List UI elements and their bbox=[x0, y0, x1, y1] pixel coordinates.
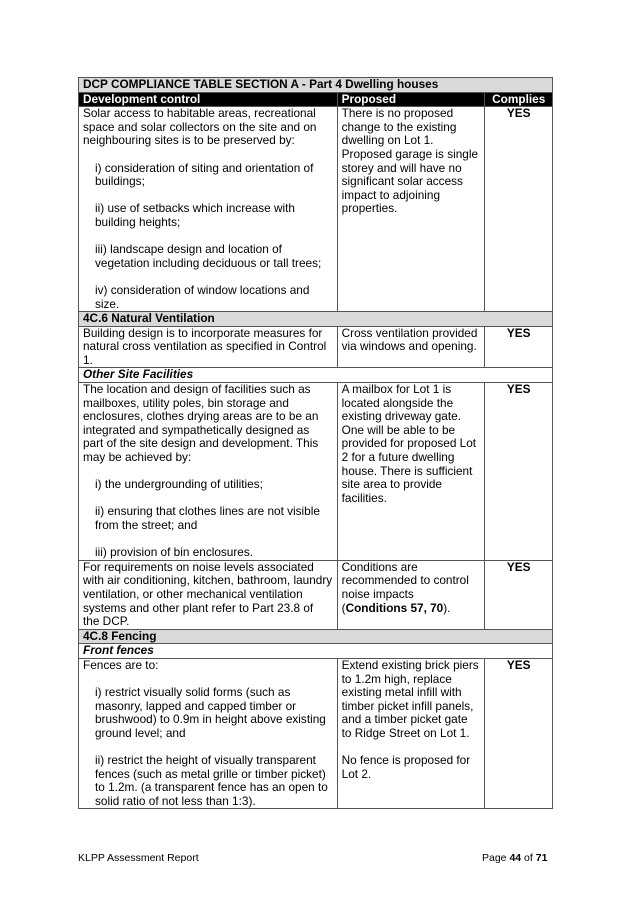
page-current: 44 bbox=[509, 852, 522, 864]
control-text: i) the undergrounding of utilities; bbox=[95, 477, 263, 492]
proposed-cell bbox=[337, 560, 485, 629]
control-cell bbox=[79, 658, 338, 809]
control-text: ii) use of setbacks which increase with building heights; bbox=[95, 201, 295, 229]
table-row bbox=[79, 326, 553, 368]
control-text: iv) consideration of window locations and size. bbox=[95, 282, 310, 311]
table-row bbox=[79, 107, 553, 312]
table-row bbox=[79, 383, 553, 561]
control-text: ii) ensuring that clothes lines are not visible from the street; and bbox=[95, 504, 320, 532]
table-header-row bbox=[79, 92, 553, 107]
page-total: 71 bbox=[535, 852, 548, 864]
complies-value: YES bbox=[485, 383, 553, 561]
proposed-text: Extend existing brick piers to 1.2m high, replace existing metal infill with timber picket infill panels, and a timber picket gate to Ridge Street on Lot 1. bbox=[341, 657, 479, 740]
page-prefix: Page bbox=[482, 852, 510, 864]
header-complies: Complies bbox=[485, 92, 553, 107]
header-proposed: Proposed bbox=[337, 92, 485, 107]
proposed-text: Cross ventilation provided via windows and opening. bbox=[337, 326, 485, 368]
section-heading: 4C.6 Natural Ventilation bbox=[79, 312, 553, 327]
control-text: Fences are to: bbox=[83, 657, 159, 672]
proposed-cell bbox=[337, 658, 485, 809]
footer-report-name: KLPP Assessment Report bbox=[78, 852, 199, 864]
subheading: Front fences bbox=[79, 644, 553, 659]
proposed-text: A mailbox for Lot 1 is located alongside the existing driveway gate. One will be able to be provided for proposed Lot 2 for a future dwelling house. There is sufficient site area to provide facilities. bbox=[337, 383, 485, 561]
subheading: Other Site Facilities bbox=[79, 368, 553, 383]
control-text: i) restrict visually solid forms (such as masonry, lapped and capped timber or brushwood) to 0.9m in height above existing ground level; and bbox=[95, 685, 326, 740]
section-row bbox=[79, 629, 553, 644]
control-text: Building design is to incorporate measures for natural cross ventilation as specified in Control 1. bbox=[79, 326, 338, 368]
complies-value: YES bbox=[485, 326, 553, 368]
complies-value: YES bbox=[485, 107, 553, 312]
table-title: DCP COMPLIANCE TABLE SECTION A - Part 4 Dwelling houses bbox=[79, 78, 553, 93]
control-text: Solar access to habitable areas, recreational space and solar collectors on the site and on neighbouring sites is to be preserved by: bbox=[83, 106, 317, 148]
table-row bbox=[79, 560, 553, 629]
control-text: iii) provision of bin enclosures. bbox=[95, 545, 254, 560]
control-text: ii) restrict the height of visually transparent fences (such as metal grille or timber picket) to 1.2m. (a transparent fence has an open to solid ratio of not less than 1:3). bbox=[95, 753, 328, 808]
control-text: iii) landscape design and location of vegetation including deciduous or tall trees; bbox=[95, 242, 322, 270]
control-cell bbox=[79, 107, 338, 312]
proposed-text: No fence is proposed for Lot 2. bbox=[341, 753, 471, 781]
header-development-control: Development control bbox=[79, 92, 338, 107]
subheading-row bbox=[79, 644, 553, 659]
subheading-row bbox=[79, 368, 553, 383]
control-text: The location and design of facilities such as mailboxes, utility poles, bin storage and enclosures, clothes drying areas are to be an integrated and sympathetically designed as part of the site design and development. This may be achieved by: bbox=[83, 382, 319, 465]
table-title-row bbox=[79, 78, 553, 93]
proposed-text: There is no proposed change to the existing dwelling on Lot 1. Proposed garage is single storey and will have no significant solar access impact to adjoining properties. bbox=[337, 107, 485, 312]
proposed-text: ). bbox=[443, 600, 451, 615]
dcp-compliance-table bbox=[78, 77, 553, 809]
complies-value: YES bbox=[485, 658, 553, 809]
control-text: For requirements on noise levels associated with air conditioning, kitchen, bathroom, laundry ventilation, or other mechanical ventilation systems and other plant refer to Part 23.8 of the DCP. bbox=[79, 560, 338, 629]
footer-page-number bbox=[482, 852, 547, 864]
section-row bbox=[79, 312, 553, 327]
proposed-text: Conditions are recommended to control noise impacts ( bbox=[341, 559, 469, 615]
control-cell bbox=[79, 383, 338, 561]
complies-value: YES bbox=[485, 560, 553, 629]
table-row bbox=[79, 658, 553, 809]
conditions-reference: Conditions 57, 70 bbox=[345, 600, 444, 615]
control-text: i) consideration of siting and orientation of buildings; bbox=[95, 160, 314, 189]
section-heading: 4C.8 Fencing bbox=[79, 629, 553, 644]
page-separator: of bbox=[521, 852, 536, 864]
